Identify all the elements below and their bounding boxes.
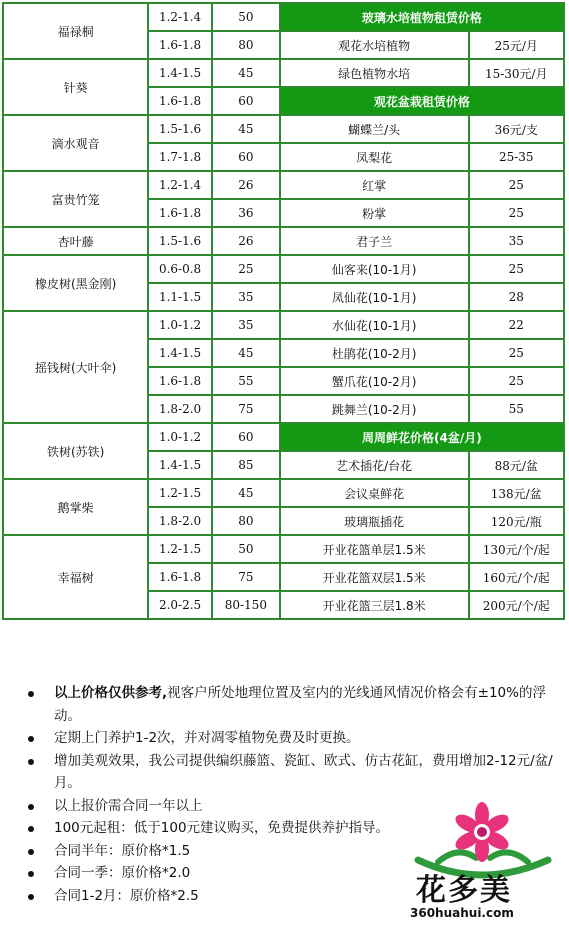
note-bold: 以上价格仅供参考,: [54, 685, 168, 701]
plant-price: 60: [212, 423, 280, 451]
brand-name: 花多美: [416, 873, 512, 908]
rental-item: 开业花篮单层1.5米: [280, 535, 469, 563]
rental-item: 蟹爪花(10-2月): [280, 367, 469, 395]
plant-price: 45: [212, 479, 280, 507]
plant-size: 1.8-2.0: [148, 395, 212, 423]
rental-item: 君子兰: [280, 227, 469, 255]
plant-name: 针葵: [3, 59, 148, 115]
table-row: [3, 115, 564, 143]
rental-item: 凤仙花(10-1月): [280, 283, 469, 311]
bullet-icon: [28, 826, 34, 832]
note-text: 视客户所处地理位置及室内的光线通风情况价格会有±10%的浮动。: [54, 685, 546, 724]
note-text: 合同半年：原价格*1.5: [54, 842, 191, 859]
rental-price: 25: [469, 255, 564, 283]
rental-item: 艺术插花/台花: [280, 451, 469, 479]
rental-item: 开业花篮双层1.5米: [280, 563, 469, 591]
plant-price: 35: [212, 283, 280, 311]
rental-item: 水仙花(10-1月): [280, 311, 469, 339]
plant-size: 1.6-1.8: [148, 31, 212, 59]
plant-name: 摇钱树(大叶伞): [3, 311, 148, 423]
plant-size: 1.6-1.8: [148, 367, 212, 395]
plant-price: 60: [212, 87, 280, 115]
list-item: [28, 727, 564, 750]
plant-price: 80-150: [212, 591, 280, 619]
plant-price: 35: [212, 311, 280, 339]
rental-item: 蝴蝶兰/头: [280, 115, 469, 143]
plant-price: 50: [212, 3, 280, 31]
rental-item: 绿色植物水培: [280, 59, 469, 87]
list-item: [28, 750, 564, 795]
note-text: 增加美观效果，我公司提供编织藤篮、瓷缸、欧式、仿古花缸，费用增加2-12元/盆/月。: [54, 752, 553, 791]
rental-price: 25: [469, 171, 564, 199]
plant-size: 0.6-0.8: [148, 255, 212, 283]
bullet-icon: [28, 804, 34, 810]
rental-price: 15-30元/月: [469, 59, 564, 87]
plant-price: 45: [212, 339, 280, 367]
brand-logo: [398, 800, 566, 925]
plant-price: 75: [212, 563, 280, 591]
note-text: 合同1-2月：原价格*2.5: [54, 887, 199, 904]
rental-item: 红掌: [280, 171, 469, 199]
bullet-icon: [28, 759, 34, 765]
rental-item: 凤梨花: [280, 143, 469, 171]
table-row: [3, 171, 564, 199]
brand-url: 360huahui.com: [410, 906, 514, 920]
rental-price: 25: [469, 199, 564, 227]
plant-size: 2.0-2.5: [148, 591, 212, 619]
list-item: [28, 682, 564, 727]
note-text: 定期上门养护1-2次，并对凋零植物免费及时更换。: [54, 730, 360, 746]
plant-name: 幸福树: [3, 535, 148, 619]
bullet-icon: [28, 871, 34, 877]
rental-price: 120元/瓶: [469, 507, 564, 535]
plant-size: 1.5-1.6: [148, 227, 212, 255]
rental-price: 160元/个/起: [469, 563, 564, 591]
plant-size: 1.5-1.6: [148, 115, 212, 143]
rental-item: 玻璃瓶插花: [280, 507, 469, 535]
plant-size: 1.7-1.8: [148, 143, 212, 171]
plant-size: 1.1-1.5: [148, 283, 212, 311]
plant-price: 36: [212, 199, 280, 227]
plant-price: 60: [212, 143, 280, 171]
rental-price: 25元/月: [469, 31, 564, 59]
plant-price: 45: [212, 115, 280, 143]
rental-item: 观花水培植物: [280, 31, 469, 59]
rental-item: 开业花篮三层1.8米: [280, 591, 469, 619]
price-table: [2, 2, 565, 620]
rental-price: 88元/盆: [469, 451, 564, 479]
rental-price: 138元/盆: [469, 479, 564, 507]
plant-price: 85: [212, 451, 280, 479]
plant-size: 1.6-1.8: [148, 199, 212, 227]
plant-size: 1.2-1.4: [148, 171, 212, 199]
rental-item: 会议桌鲜花: [280, 479, 469, 507]
rental-item: 粉掌: [280, 199, 469, 227]
plant-size: 1.2-1.5: [148, 479, 212, 507]
bullet-icon: [28, 736, 34, 742]
plant-name: 铁树(苏铁): [3, 423, 148, 479]
bullet-icon: [28, 894, 34, 900]
table-row: [3, 423, 564, 451]
rental-price: 25-35: [469, 143, 564, 171]
plant-price: 26: [212, 171, 280, 199]
rental-item: 杜鹃花(10-2月): [280, 339, 469, 367]
plant-name: 富贵竹笼: [3, 171, 148, 227]
plant-size: 1.4-1.5: [148, 451, 212, 479]
plant-price: 80: [212, 507, 280, 535]
plant-size: 1.8-2.0: [148, 507, 212, 535]
rental-price: 22: [469, 311, 564, 339]
rental-price: 28: [469, 283, 564, 311]
rental-price: 25: [469, 339, 564, 367]
table-row: [3, 535, 564, 563]
plant-size: 1.2-1.5: [148, 535, 212, 563]
plant-size: 1.4-1.5: [148, 339, 212, 367]
glass-rental-header: 玻璃水培植物租赁价格: [280, 3, 564, 31]
plant-size: 1.0-1.2: [148, 423, 212, 451]
plant-size: 1.2-1.4: [148, 3, 212, 31]
note-text: 100元起租：低于100元建议购买，免费提供养护指导。: [54, 820, 390, 836]
plant-name: 橡皮树(黑金刚): [3, 255, 148, 311]
table-row: [3, 227, 564, 255]
plant-price: 55: [212, 367, 280, 395]
bullet-icon: [28, 849, 34, 855]
rental-item: 跳舞兰(10-2月): [280, 395, 469, 423]
rental-price: 200元/个/起: [469, 591, 564, 619]
rental-price: 36元/支: [469, 115, 564, 143]
note-text: 以上报价需合同一年以上: [54, 797, 203, 814]
plant-name: 滴水观音: [3, 115, 148, 171]
table-row: [3, 3, 564, 31]
plant-size: 1.6-1.8: [148, 563, 212, 591]
rental-price: 25: [469, 367, 564, 395]
plant-name: 福禄桐: [3, 3, 148, 59]
plant-price: 80: [212, 31, 280, 59]
plant-name: 鹅掌柴: [3, 479, 148, 535]
table-row: [3, 479, 564, 507]
rental-item: 仙客来(10-1月): [280, 255, 469, 283]
plant-size: 1.4-1.5: [148, 59, 212, 87]
plant-price: 25: [212, 255, 280, 283]
note-text: 合同一季：原价格*2.0: [54, 865, 191, 881]
rental-price: 55: [469, 395, 564, 423]
plant-size: 1.6-1.8: [148, 87, 212, 115]
plant-price: 45: [212, 59, 280, 87]
plant-price: 75: [212, 395, 280, 423]
table-row: [3, 311, 564, 339]
plant-size: 1.0-1.2: [148, 311, 212, 339]
rental-price: 35: [469, 227, 564, 255]
plant-price: 26: [212, 227, 280, 255]
table-row: [3, 255, 564, 283]
plant-name: 杏叶藤: [3, 227, 148, 255]
pot-rental-header: 观花盆栽租赁价格: [280, 87, 564, 115]
rental-price: 130元/个/起: [469, 535, 564, 563]
table-row: [3, 59, 564, 87]
bullet-icon: [28, 691, 34, 697]
weekly-flower-header: 周周鲜花价格(4盆/月): [280, 423, 564, 451]
plant-price: 50: [212, 535, 280, 563]
